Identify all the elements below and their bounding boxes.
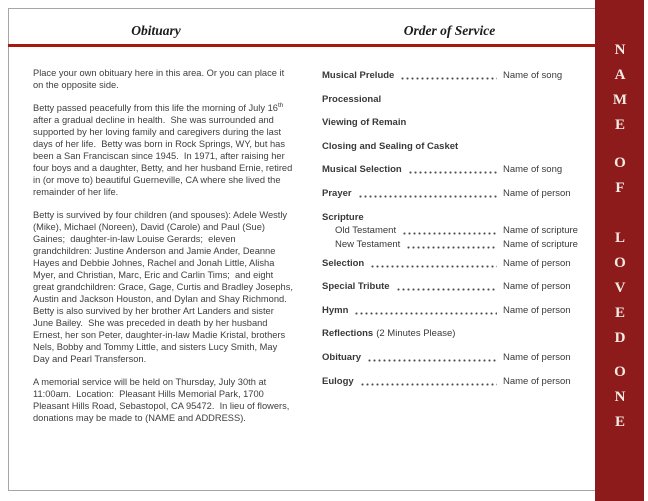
service-item-label: Prayer <box>322 187 352 199</box>
service-item-hymn <box>322 305 589 317</box>
service-item-label: Reflections <box>322 328 374 340</box>
service-subitem-value: Name of scripture <box>503 225 578 237</box>
obituary-header-area <box>8 8 304 42</box>
dot-leader <box>367 359 497 362</box>
service-item-label: Eulogy <box>322 375 354 387</box>
sidebar-word-name: NAME <box>612 42 628 142</box>
page-header <box>8 8 595 42</box>
service-item-eulogy <box>322 376 589 388</box>
service-item-label: Obituary <box>322 351 362 363</box>
sidebar-word-of: OF <box>612 155 628 205</box>
service-subitem-label: Old Testament <box>335 225 397 237</box>
service-item-viewing-of-remain <box>322 117 589 129</box>
obituary-service-info-paragraph: A memorial service will be held on Thursday, July 30th at 11:00am. Location: Pleasant Hills Memorial Park, 1700 Pleasant Hills Road, Sebastopol, CA 95472. In lieu of flowers, donations may be made to (NAME and ADDRESS). <box>33 377 292 423</box>
service-item-reflections <box>322 328 589 340</box>
service-item-label: Scripture <box>322 211 364 223</box>
service-item-obituary <box>322 352 589 364</box>
service-item-value: Name of person <box>503 281 571 293</box>
service-subitem-new-testament <box>322 239 589 251</box>
order-of-service-header-area <box>304 8 595 42</box>
service-subitem-old-testament <box>322 225 589 237</box>
obituary-life-text-a: Betty passed peacefully from this life the morning of July 16 <box>33 103 278 113</box>
service-item-value: Name of person <box>503 375 571 387</box>
service-item-prayer <box>322 188 589 200</box>
service-item-label: Special Tribute <box>322 281 390 293</box>
service-item-musical-selection <box>322 164 589 176</box>
service-item-value: Name of song <box>503 70 563 81</box>
service-item-value: Name of person <box>503 257 571 269</box>
service-item-value: Name of song <box>503 164 563 176</box>
obituary-column <box>8 47 304 435</box>
obituary-life-paragraph <box>33 102 295 198</box>
service-subitem-label: New Testament <box>335 238 401 250</box>
service-item-label: Processional <box>322 93 382 105</box>
dot-leader <box>396 288 497 291</box>
service-item-note: (2 Minutes Please) <box>376 328 456 340</box>
service-item-selection <box>322 258 589 270</box>
service-item-processional <box>322 94 589 106</box>
service-item-value: Name of person <box>503 187 571 199</box>
service-item-special-tribute <box>322 281 589 293</box>
dot-leader <box>408 171 497 174</box>
service-item-closing-casket <box>322 141 589 153</box>
service-item-label: Viewing of Remain <box>322 117 407 129</box>
obituary-placeholder-paragraph: Place your own obituary here in this area. Or you can place it on the opposite side. <box>33 68 287 90</box>
sidebar-word-one: ONE <box>612 364 628 439</box>
name-of-loved-one-sidebar <box>595 0 644 501</box>
service-item-label: Hymn <box>322 304 349 316</box>
dot-leader <box>354 312 497 315</box>
page-content <box>8 47 595 435</box>
service-item-value: Name of person <box>503 304 571 316</box>
order-of-service-title: Order of Service <box>403 23 496 38</box>
obituary-survivors-paragraph: Betty is survived by four children (and spouses): Adele Westly (Mike), Michael (Noreen), David (Carole) and Paul (Sue) Gaines; daughter-in-law Louise Gerards; eleven grandchildren: Justine Anderson and Jamie Ander, Deanne Hayes and Debbie Johnes, Rachel and Jonah Little, Alisha Myer, and Christian, Marc, Eric and Carlin Tims; and eight great grandchildren: Grace, Gage, Curtis and Bradley Josephs, Austin and Jackson Houston, and Dylan and Shay Richmond. Betty is also survived by her brother Art Landers and sister June Bailey. She was preceded in death by her husband Ernest, her son Peter, daughter-in-law Madie Kristal, brothers Nels, Bobby and Tommy Little, and sisters Lucy Smith, May Day and Pearl Transferson. <box>33 210 296 364</box>
service-item-value: Name of person <box>503 351 571 363</box>
service-item-label: Musical Selection <box>322 164 402 176</box>
dot-leader <box>406 246 497 249</box>
obituary-life-text-b: after a gradual decline in health. She was surrounded and supported by her loving family and caregivers during the last days of her life. Betty was born in Rock Springs, WY, but has been a San Franciscan since 1945. In 1971, after raising her four boys and a daughter, Betty, and her husband Ernie, retired in (or move to) beautiful Guerneville, CA where she lived the remainder of her life. <box>33 103 295 197</box>
service-item-scripture <box>322 212 589 224</box>
obituary-title: Obituary <box>131 23 181 38</box>
dot-leader <box>360 383 497 386</box>
ordinal-superscript: th <box>277 101 284 109</box>
order-of-service-column <box>304 47 595 399</box>
dot-leader <box>358 195 497 198</box>
service-item-label: Musical Prelude <box>322 70 395 81</box>
service-item-label: Closing and Sealing of Casket <box>322 140 459 152</box>
sidebar-word-loved: LOVED <box>612 230 628 355</box>
dot-leader <box>402 232 497 235</box>
service-item-musical-prelude <box>322 70 589 82</box>
service-item-label: Selection <box>322 257 365 269</box>
service-subitem-value: Name of scripture <box>503 238 578 250</box>
dot-leader <box>370 265 497 268</box>
dot-leader <box>400 77 497 80</box>
